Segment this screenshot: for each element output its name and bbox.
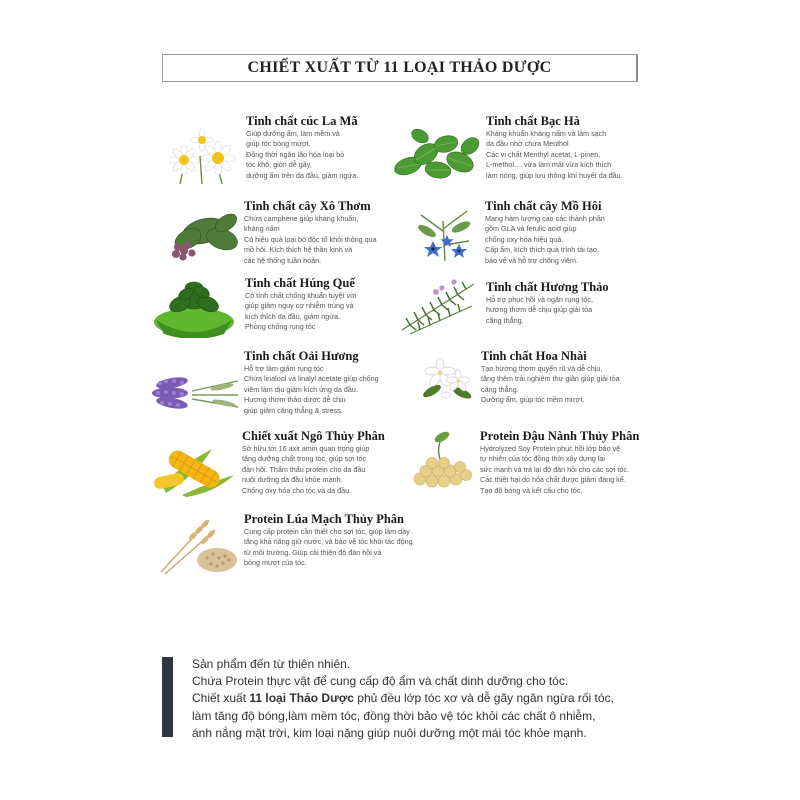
ingredient-mint — [390, 112, 640, 192]
footer-accent-bar — [162, 657, 173, 737]
footer-line: Chiết xuất 11 loại Thảo Dược phủ đều lớp tóc xơ và dễ gãy ngăn ngừa rối tóc, — [192, 691, 614, 706]
ingredient-basil — [152, 272, 392, 342]
ingredient-wheat — [155, 508, 435, 588]
ingredient-desc: Tạo hương thơm quyến rũ và dễ chịu, tăng thêm trải nghiệm thư giãn giúp giải tỏa căng thẳng. Dưỡng ẩm, giúp tóc mềm mượt. — [481, 364, 620, 405]
lavender-icon — [152, 359, 242, 419]
ingredient-desc: Hỗ trợ làm giảm rụng tóc Chứa linalool và linalyl acetate giúp chống viêm làm dịu giảm kích ứng da đầu. Hương thơm thảo dược dễ chịu giúp giảm căng thẳng & stress. — [244, 364, 379, 415]
ingredient-lavender — [152, 345, 402, 420]
ingredient-title: Protein Lúa Mạch Thủy Phân — [244, 512, 404, 526]
borage-icon — [405, 201, 485, 267]
page-title: CHIẾT XUẤT TỪ 11 LOẠI THẢO DƯỢC — [247, 59, 552, 76]
ingredient-corn — [152, 425, 402, 505]
ingredient-desc: Mang hàm lượng cao các thành phần gồm GLA và ferulic acid giúp chống oxy hóa hiệu quả. Cấp ẩm, kích thích quá trình tái tạo, bảo vệ và hỗ trợ chống viêm. — [485, 214, 605, 265]
ingredient-jasmine — [418, 345, 658, 420]
basil-icon — [152, 274, 236, 338]
footer-line: Sản phẩm đến từ thiên nhiên. — [192, 657, 351, 671]
chamomile-icon — [162, 126, 244, 188]
ingredient-chamomile — [160, 112, 385, 192]
ingredient-title: Tinh chất cây Xô Thơm — [244, 199, 371, 213]
ingredient-desc: Hỗ trợ phục hồi và ngăn rụng tóc, hương thơm dễ chịu giúp giải tỏa căng thẳng. — [486, 295, 593, 325]
ingredient-title: Chiết xuất Ngô Thủy Phân — [242, 429, 385, 443]
footer-text — [192, 656, 662, 742]
ingredient-title: Tinh chất Hoa Nhài — [481, 349, 587, 363]
ingredient-title: Tinh chất cúc La Mã — [246, 114, 358, 128]
footer-line: làm tăng độ bóng,làm mềm tóc, đồng thời bảo vệ tóc khỏi các chất ô nhiễm, — [192, 708, 596, 723]
ingredient-title: Tinh chất Bạc Hà — [486, 114, 580, 128]
soybean-icon — [406, 429, 476, 491]
ingredient-desc: Có tính chất chống khuẩn tuyệt vời giúp giảm nguy cơ nhiễm trùng và kích thích da đầu, giảm ngứa. Phòng chống rụng tóc — [245, 291, 357, 332]
ingredient-desc: Giúp dưỡng ẩm, làm mềm và giúp tóc bóng mượt. Đồng thời ngăn lão hóa loại bỏ tóc khô, giòn dễ gãy, dưỡng ẩm trên da đầu, giảm ngứa. — [246, 129, 359, 180]
ingredient-soybean — [404, 425, 654, 505]
ingredient-borage — [405, 195, 645, 270]
ingredient-title: Protein Đậu Nành Thủy Phân — [480, 429, 640, 443]
ingredient-title: Tinh chất Hương Thảo — [486, 280, 609, 294]
jasmine-icon — [418, 351, 478, 407]
page-title-box — [162, 54, 638, 82]
corn-icon — [152, 435, 238, 497]
ingredient-rosemary — [396, 272, 646, 342]
ingredient-desc: Sở hữu tới 16 axit amin quan trọng giúp tăng dưỡng chất trong tóc, giúp sợi tóc đàn hồi. Thẩm thấu protein cho da đầu nuôi dưỡng da đầu khỏe mạnh. Chống oxy hóa cho tóc và da đầu. — [242, 444, 370, 495]
ingredient-desc: Kháng khuẩn kháng nấm và làm sạch da đầu nhờ chứa Menthol Các vi chất Menthyl acetat, L-pinen, L-methol.... vừa làm mát vừa kích thích làm nóng, giúp lưu thông khí huyết da đầu. — [486, 129, 623, 180]
ingredient-sage — [160, 195, 400, 270]
sage-icon — [164, 205, 244, 265]
ingredient-title: Tinh chất Oải Hương — [244, 349, 359, 363]
mint-icon — [390, 124, 482, 186]
rosemary-icon — [396, 274, 480, 336]
ingredient-title: Tinh chất cây Mồ Hôi — [485, 199, 602, 213]
footer-line: ánh nắng mặt trời, kim loại nặng giúp nuôi dưỡng một mái tóc khỏe mạnh. — [192, 725, 587, 740]
ingredient-desc: Hydrolyzed Soy Protein phục hồi lớp bảo vệ tự nhiên của tóc đồng thời xây dựng lại sức mạnh và trả lại độ đàn hồi cho các sợi tóc. Các thiệt hại do hóa chất được giảm đáng kể. Tạo độ bóng và kết cấu cho tóc. — [480, 444, 629, 495]
wheat-icon — [155, 512, 241, 576]
footer-line: Chứa Protein thực vật để cung cấp độ ẩm và chất dinh dưỡng cho tóc. — [192, 674, 569, 689]
ingredient-title: Tinh chất Húng Quế — [245, 276, 355, 290]
ingredient-desc: Chứa camphene giúp kháng khuẩn, kháng nấm Có hiệu quả loại bỏ độc tố khỏi thông qua mồ hôi. Kích thích hệ thần kinh và các hệ thống tuần hoàn. — [244, 214, 377, 265]
ingredient-desc: Cung cấp protein cần thiết cho sợi tóc, giúp làm dày tăng khả năng giữ nước, và bảo vệ tóc khỏi tác động từ môi trường. Giúp cải thiện độ đàn hồi và bóng mượt của tóc. — [244, 527, 413, 568]
